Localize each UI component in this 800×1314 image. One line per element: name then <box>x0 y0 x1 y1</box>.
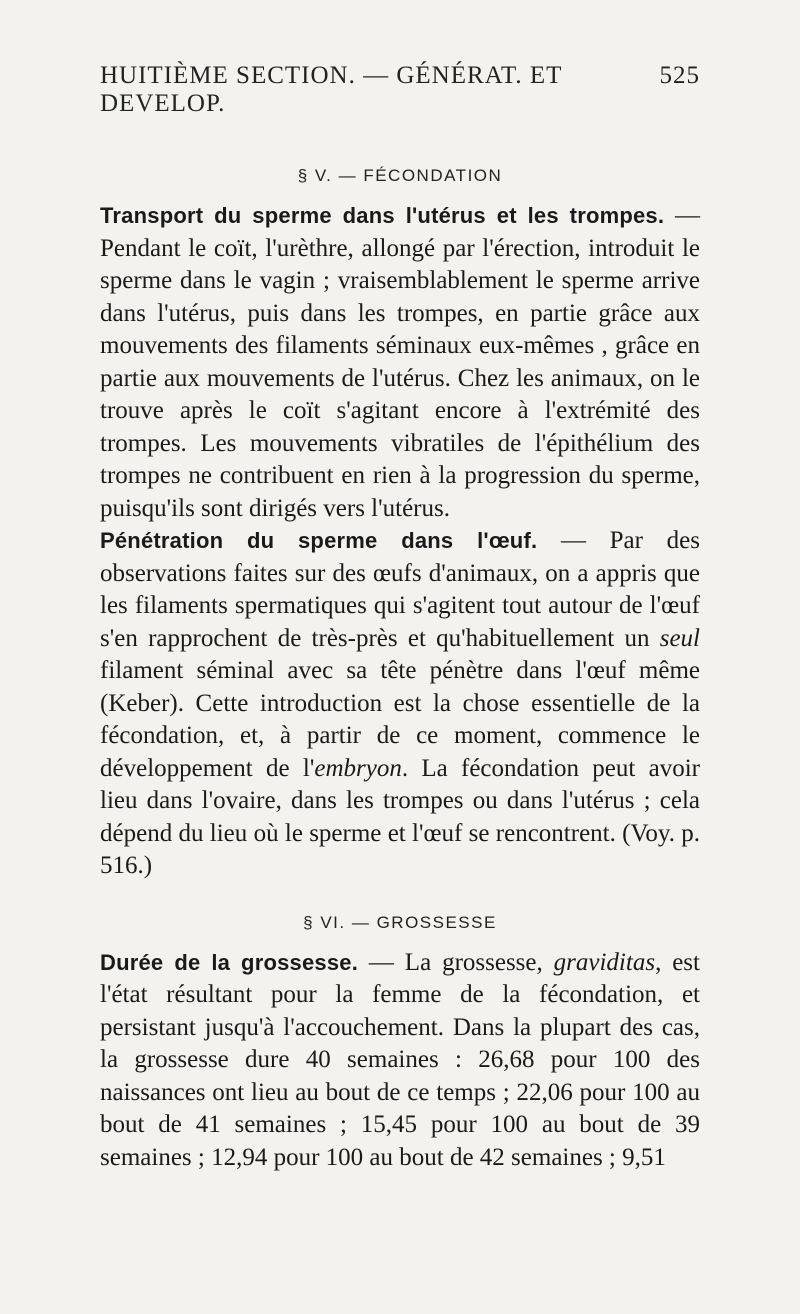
paragraph-transport <box>100 200 700 525</box>
section-heading-grossesse: § VI. — GROSSESSE <box>303 912 497 932</box>
section-heading-fecondation: § V. — FÉCONDATION <box>297 166 503 185</box>
paragraph-penetration <box>100 525 700 883</box>
run-in-heading-penetration: Pénétration du sperme dans l'œuf. <box>100 528 538 553</box>
paragraph-text: — Pendant le coït, l'urèthre, allongé par l'érection, introduit le sperme dans le vagin ; vraisemblablement le sperme arrive dans l'utérus, puis dans les trompes, en partie grâce aux mouvements des filaments séminaux eux-mêmes , grâce en partie aux mouvements de l'utérus. Chez les animaux, on le trouve après le coït s'agitant encore à l'extrémité des trompes. Les mouvements vibratiles de l'épithélium des trompes ne contribuent en rien à la progression du sperme, puisqu'ils sont dirigés vers l'utérus. <box>100 202 701 522</box>
paragraph-text: — La grossesse, <box>358 948 554 976</box>
paragraph-text: , est l'état résultant pour la femme de la fécondation, et persistant jusqu'à l'accouchement. Dans la plupart des cas, la grossesse dure 40 semaines : 26,68 pour 100 des naissances ont lieu au bout de ce temps ; 22,06 pour 100 au bout de 41 semaines ; 15,45 pour 100 au bout de 39 semaines ; 12,94 pour 100 au bout de 42 semaines ; 9,51 <box>100 948 700 1171</box>
book-page <box>100 62 700 1174</box>
section-spacer <box>100 883 700 913</box>
running-head <box>100 62 700 118</box>
paragraph-text: filament séminal avec sa tête pénètre dans l'œuf même (Keber). Cette introduction est la chose essentielle de la fécondation, et, à partir de ce moment, commence le développement de l' <box>100 657 700 782</box>
paragraph-text: . La fécondation peut avoir lieu dans l'ovaire, dans les trompes ou dans l'utérus ; cela dépend du lieu où le sperme et l'œuf se rencontrent. (Voy. p. 516.) <box>100 754 700 879</box>
run-in-heading-transport: Transport du sperme dans l'utérus et les trompes. <box>100 203 665 228</box>
page-number: 525 <box>659 62 700 89</box>
running-head-title: HUITIÈME SECTION. — GÉNÉRAT. ET DEVELOP. <box>100 62 562 117</box>
emphasis-seul: seul <box>659 624 700 652</box>
run-in-heading-duree: Durée de la grossesse. <box>100 949 359 975</box>
emphasis-embryon: embryon <box>314 754 402 782</box>
emphasis-graviditas: graviditas <box>553 948 656 976</box>
paragraph-text: — Par des observations faites sur des œufs d'animaux, on a appris que les filaments spermatiques qui s'agitent tout autour de l'œuf s'en rapprochent de très-près et qu'habituellement un <box>100 527 700 652</box>
paragraph-duree <box>100 947 700 1175</box>
